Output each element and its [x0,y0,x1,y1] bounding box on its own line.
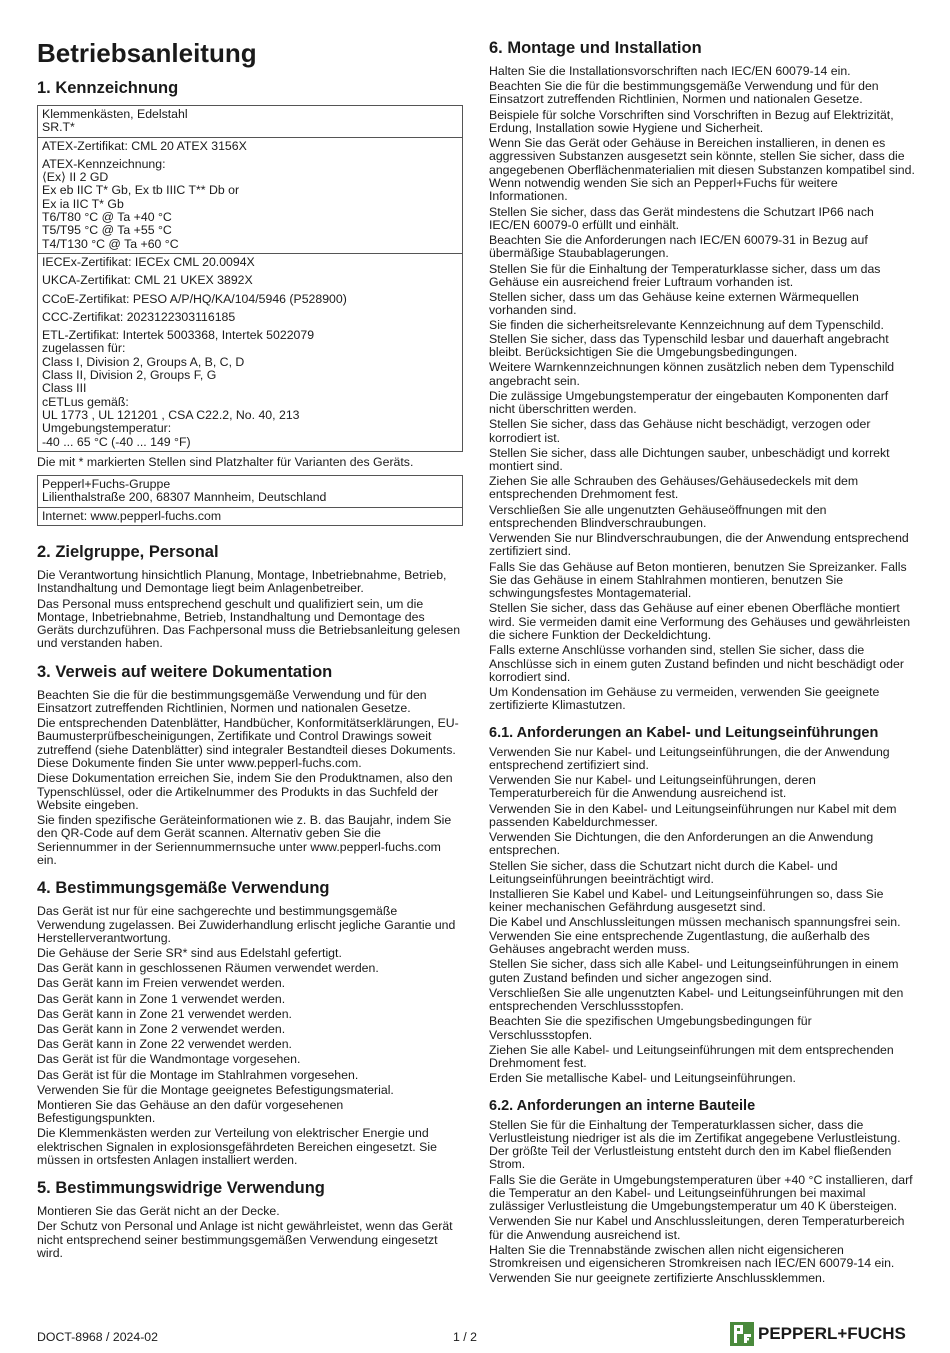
paragraph: Stellen Sie für die Einhaltung der Temperaturklassen sicher, dass die Verlustleistung niedriger ist als die im Zertifikat angegebene Verlustleistung. Der größte Teil der Verlustleistung entsteht durch den im Kabel fließenden Strom. [489,1117,901,1172]
paragraph: Ziehen Sie alle Schrauben des Gehäuses/Gehäusedeckels mit dem entsprechenden Drehmoment fest. [489,474,859,502]
paragraph: Beachten Sie die spezifischen Umgebungsbedingungen für Verschlussstopfen. [489,1014,812,1042]
paragraph: Verwenden Sie nur Kabel und Anschlussleitungen, deren Temperaturbereich für die Anwendung ausreichend ist. [489,1214,905,1242]
manufacturer-cell: Pepperl+Fuchs-Gruppe Lilienthalstraße 200, 68307 Mannheim, Deutschland [38,476,463,508]
paragraph: Die Kabel und Anschlussleitungen müssen mechanisch spannungsfrei sein. Verwenden Sie eine entsprechende Zugentlastung, die außerhalb des Gehäuses angebracht werden muss. [489,915,901,957]
section-heading: 3. Verweis auf weitere Dokumentation [37,662,333,681]
paragraph: Beachten Sie die für die bestimmungsgemäße Verwendung und für den Einsatzort zutreffenden Richtlinien, Normen und nationalen Gesetze. [37,687,427,715]
section-heading: 4. Bestimmungsgemäße Verwendung [37,879,330,898]
paragraph: Verwenden Sie nur Kabel- und Leitungseinführungen, deren Temperaturbereich für die Anwendung ausreichend ist. [489,773,816,801]
paragraph: Falls Sie das Gehäuse auf Beton montieren, benutzen Sie Spreizanker. Falls Sie das Gehäuse in einem Stahlrahmen montieren, benutzen Sie schwingungsfestes Montagematerial. [489,559,907,601]
paragraph: Stellen Sie sicher, dass sich alle Kabel- und Leitungseinführungen in einem guten Zustand befinden und sicher angezogen sind. [489,957,899,985]
paragraph: Das Gerät ist für die Wandmontage vorgesehen. [37,1052,301,1067]
paragraph: Montieren Sie das Gehäuse an den dafür vorgesehenen Befestigungspunkten. [37,1097,344,1126]
pepperl-fuchs-logo-icon [730,1322,754,1346]
company-logo [730,1322,906,1346]
paragraph: Das Gerät kann in Zone 1 verwendet werden. [37,991,286,1006]
paragraph: Halten Sie die Installationsvorschriften nach IEC/EN 60079-14 ein. [489,64,851,78]
paragraph: Sie finden spezifische Geräteinformationen wie z. B. das Baujahr, indem Sie den QR-Code auf dem Gerät scannen. Alternativ geben Sie die Seriennummer in der Seriennummernsuche unter www.pepperl-fuchs.com ein. [37,813,452,867]
section-heading: 2. Zielgruppe, Personal [37,543,219,562]
page-title: Betriebsanleitung [37,38,257,68]
paragraph: Ziehen Sie alle Kabel- und Leitungseinführungen mit dem entsprechenden Drehmoment fest. [489,1042,894,1071]
paragraph: Die Verantwortung hinsichtlich Planung, Montage, Inbetriebnahme, Betrieb, Instandhaltung und Demontage liegt beim Anlagenbetreiber. [37,568,447,596]
marking-table [37,105,463,452]
paragraph: Das Gerät kann in Zone 21 verwendet werden. [37,1006,292,1021]
section-kabeleinfuehrungen [489,724,917,1086]
section-zielgruppe [37,542,463,651]
paragraph: Das Gerät ist für die Montage im Stahlrahmen vorgesehen. [37,1067,359,1082]
paragraph: Verwenden Sie für die Montage geeignetes Befestigungsmaterial. [37,1082,394,1097]
paragraph: Sie finden die sicherheitsrelevante Kennzeichnung auf dem Typenschild. Stellen Sie sicher, dass das Typenschild lesbar und dauerhaft angebracht bleibt. Berücksichtigen Sie die Umgebungsbedingungen. [489,318,889,360]
paragraph: Halten Sie die Trennabstände zwischen allen nicht eigensicheren Stromkreisen und eigensicheren Stromkreisen nach IEC/EN 60079-14 ein. [489,1242,895,1271]
paragraph: Das Gerät kann in geschlossenen Räumen verwendet werden. [37,961,379,976]
paragraph: Das Gerät ist nur für eine sachgerechte und bestimmungsgemäße Verwendung zugelassen. Bei Zuwiderhandlung erlischt jegliche Garantie und Herstellerverantwortung. [37,904,456,945]
paragraph: Um Kondensation im Gehäuse zu vermeiden, verwenden Sie geeignete zertifizierte Klimastutzen. [489,684,880,713]
subsection-heading: 6.1. Anforderungen an Kabel- und Leitungseinführungen [489,724,879,741]
paragraph: Verwenden Sie nur Blindverschraubungen, die der Anwendung entsprechend zertifiziert sind. [489,531,909,559]
paragraph: Stellen Sie für die Einhaltung der Temperaturklasse sicher, dass um das Gehäuse ein ausreichend freier Luftraum vorhanden ist. [489,261,881,289]
section-dokumentation [37,662,463,868]
section-heading: 1. Kennzeichnung [37,79,179,97]
paragraph: Falls externe Anschlüsse vorhanden sind, stellen Sie sicher, dass die Anschlüsse sich in einem guten Zustand befinden und nicht beschädigt oder korrodiert sind. [489,643,904,684]
section-heading: 6. Montage und Installation [489,39,702,57]
paragraph: Wenn Sie das Gerät oder Gehäuse in Bereichen installieren, in denen es aggressiven Substanzen ausgesetzt sein könnte, stellen Sie sicher, dass die angegebenen Oberflächenmaterialien mit diesen Substanzen kompatibel sind. Wenn notwendig wenden Sie sich an Pepperl+Fuchs für weitere Informationen. [489,136,915,204]
section-montage [489,38,917,713]
marking-cell: IECEx-Zertifikat: IECEx CML 20.0094X UKCA-Zertifikat: CML 21 UKEX 3892X CCoE-Zertifikat: PESO A/P/HQ/KA/104/5946 (P528900) CCC-Zertifikat: 2023122303116185 ETL-Zertifikat: Intertek 5003368, Intertek 5022079 zugelassen für: Class I, Division 2, Groups A, B, C, D Class II, Division 2, Groups F, G Class III cETLus gemäß: UL 1773 , UL 121201 , CSA C22.2, No. 40, 213 Umgebungstemperatur: -40 ... 65 °C (-40 ... 149 °F) [38,253,463,451]
internet-cell: Internet: www.pepperl-fuchs.com [38,507,463,525]
paragraph: Stellen Sie sicher, dass das Gerät mindestens die Schutzart IP66 nach IEC/EN 60079-0 erfüllt und einhält. [489,204,874,232]
paragraph: Die Gehäuse der Serie SR* sind aus Edelstahl gefertigt. [37,946,342,960]
document-number: DOCT-8968 / 2024-02 [37,1330,158,1344]
paragraph: Beachten Sie die für die bestimmungsgemäße Verwendung und für den Einsatzort zutreffenden Richtlinien, Normen und nationalen Gesetze. [489,79,879,107]
paragraph: Installieren Sie Kabel und Kabel- und Leitungseinführungen so, dass Sie keiner mechanischen Gefährdung ausgesetzt sind. [489,887,884,915]
paragraph: Das Gerät kann im Freien verwendet werden. [37,976,286,991]
section-heading: 5. Bestimmungswidrige Verwendung [37,1179,325,1198]
section-verwendung [37,878,463,1167]
paragraph: Falls Sie die Geräte in Umgebungstemperaturen über +40 °C installieren, darf die Temperatur an den Kabel- und Leitungseinführungen bei maximal zulässiger Verlustleistung die Umgebungstemperatur um 40 K übersteigen. [489,1172,913,1214]
page-number: 1 / 2 [453,1330,477,1344]
paragraph: Stellen Sie sicher, dass das Gehäuse nicht beschädigt, verzogen oder korrodiert ist. [489,417,871,445]
paragraph: Beachten Sie die Anforderungen nach IEC/EN 60079-31 in Bezug auf übermäßige Staubablagerungen. [489,233,868,261]
section-fehlanwendung [37,1178,463,1260]
paragraph: Montieren Sie das Gerät nicht an der Decke. [37,1204,280,1219]
paragraph: Diese Dokumentation erreichen Sie, indem Sie den Produktnamen, also den Typenschlüssel, oder die Artikelnummer des Produkts in das Suchfeld der Website eingeben. [37,771,453,812]
paragraph: Verwenden Sie nur Kabel- und Leitungseinführungen, die der Anwendung entsprechend zertifiziert sind. [489,744,890,772]
paragraph: Erden Sie metallische Kabel- und Leitungseinführungen. [489,1071,796,1086]
paragraph: Verwenden Sie in den Kabel- und Leitungseinführungen nur Kabel mit dem passenden Kabeldurchmesser. [489,801,897,829]
marking-cell: ATEX-Zertifikat: CML 20 ATEX 3156X ATEX-Kennzeichnung: ⟨Ex⟩ II 2 GD Ex eb IIC T* Gb, Ex tb IIIC T** Db or Ex ia IIC T* Gb T6/T80 °C @ Ta +40 °C T5/T95 °C @ Ta +55 °C T4/T130 °C @ Ta +60 °C [38,137,463,253]
left-column [37,34,463,1271]
paragraph: Verschließen Sie alle ungenutzten Gehäuseöffnungen mit den entsprechenden Blindverschraubungen. [489,502,827,530]
paragraph: Weitere Warnkennzeichnungen können zusätzlich neben dem Typenschild angebracht sein. [489,360,895,388]
paragraph: Die entsprechenden Datenblätter, Handbücher, Konformitätserklärungen, EU-Baumusterprüfbescheinigungen, Zertifikate und Control Drawings soweit zutreffend (siehe Datenblätter) sind integraler Bestandteil dieses Dokuments. Diese Dokumente finden Sie unter www.pepperl-fuchs.com. [37,716,459,771]
ex-mark: ⟨Ex⟩ II 2 GD [42,170,109,185]
paragraph: Stellen Sie sicher, dass das Gehäuse auf einer ebenen Oberfläche montiert wird. Sie vermeiden damit eine Verformung des Gehäuses und gewährleisten die sichere Funktion der Deckeldichtung. [489,601,911,643]
paragraph: Stellen Sie sicher, dass die Schutzart nicht durch die Kabel- und Leitungseinführungen beeinträchtigt wird. [489,858,838,886]
placeholder-note: Die mit * markierten Stellen sind Platzhalter für Varianten des Geräts. [37,454,414,469]
section-kennzeichnung [37,78,463,526]
paragraph: Stellen Sie sicher, dass alle Dichtungen sauber, unbeschädigt und korrekt montiert sind. [489,445,890,473]
paragraph: Beispiele für solche Vorschriften sind Vorschriften in Bezug auf Elektrizität, Erdung, Installation sowie Hygiene und Sicherheit. [489,107,894,135]
paragraph: Stellen sicher, dass um das Gehäuse keine externen Wärmequellen vorhanden sind. [489,289,859,318]
paragraph: Das Personal muss entsprechend geschult und qualifiziert sein, um die Montage, Inbetriebnahme, Betrieb, Instandhaltung und Demontage des Geräts durchzuführen. Das Fachpersonal muss die Betriebsanleitung gelesen und verstanden haben. [37,596,461,651]
subsection-heading: 6.2. Anforderungen an interne Bauteile [489,1097,756,1114]
paragraph: Verwenden Sie nur geeignete zertifizierte Anschlussklemmen. [489,1271,826,1286]
paragraph: Der Schutz von Personal und Anlage ist nicht gewährleistet, wenn das Gerät nicht entsprechend seiner bestimmungsgemäßen Verwendung eingesetzt wird. [37,1219,453,1261]
manufacturer-table [37,475,463,526]
paragraph: Die zulässige Umgebungstemperatur der eingebauten Komponenten darf nicht überschritten werden. [489,388,889,417]
paragraph: Das Gerät kann in Zone 22 verwendet werden. [37,1037,292,1052]
paragraph: Das Gerät kann in Zone 2 verwendet werden. [37,1021,286,1036]
paragraph: Die Klemmenkästen werden zur Verteilung von elektrischer Energie und elektrischen Signalen in explosionsgefährdeten Bereichen eingesetzt. Sie müssen in ortsfesten Anlagen installiert werden. [37,1126,437,1167]
marking-cell: Klemmenkästen, Edelstahl SR.T* [38,106,463,138]
section-interne-bauteile [489,1097,917,1286]
paragraph: Verwenden Sie Dichtungen, die den Anforderungen an die Anwendung entsprechen. [489,830,874,858]
logo-text: PEPPERL+FUCHS [758,1324,906,1343]
paragraph: Verschließen Sie alle ungenutzten Kabel- und Leitungseinführungen mit den entsprechenden Verschlussstopfen. [489,985,904,1014]
right-column [489,34,917,1297]
